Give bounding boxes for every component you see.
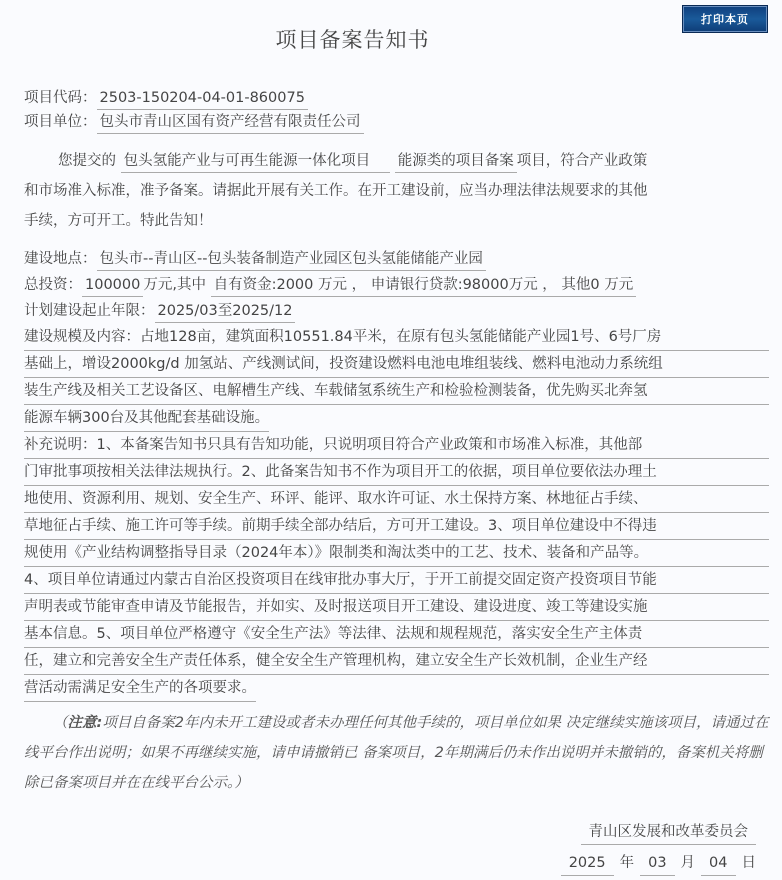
intro-line2: 和市场准入标准，准予备案。请据此开展有关工作。在开工建设前，应当办理法律法规要求的其他 — [24, 183, 648, 199]
date-month: 03 — [640, 851, 674, 876]
page-title: 项目备案告知书 — [275, 28, 430, 52]
project-code-label: 项目代码： — [24, 90, 97, 106]
project-code-row — [24, 86, 769, 110]
project-unit-row — [24, 110, 769, 134]
location-value: 包头市--青山区--包头装备制造产业园区包头氢能储能产业园 — [97, 248, 486, 271]
supplement-line: 营活动需满足安全生产的各项要求。 — [24, 675, 256, 702]
year-unit: 年 — [619, 855, 635, 871]
scope-line: 装生产线及相关工艺设备区、电解槽生产线、车载储氢系统生产和检验检测装备，优先购买北奔氢 — [24, 378, 769, 405]
details-section — [24, 246, 769, 702]
supplement-line: 门审批事项按相关法律法规执行。2、此备案告知书不作为项目开工的依据，项目单位要依法办理土 — [24, 459, 769, 486]
intro-line3: 手续，方可开工。特此告知！ — [24, 213, 213, 229]
scope-block — [24, 324, 769, 432]
issuing-organization: 青山区发展和改革委员会 — [581, 820, 757, 845]
location-label: 建设地点： — [24, 251, 97, 267]
date-year: 2025 — [561, 851, 614, 876]
print-page-button[interactable]: 打印本页 — [682, 5, 768, 33]
investment-total: 100000 — [82, 274, 143, 297]
project-unit-label: 项目单位： — [24, 114, 97, 130]
supplement-line: 草地征占手续、施工许可等手续。前期手续全部办结后，方可开工建设。3、项目单位建设中不得违 — [24, 513, 769, 540]
period-label: 计划建设起止年限： — [24, 303, 155, 319]
scope-line: 基础上，增设2000kg/d 加氢站、产线测试间，投资建设燃料电池电堆组装线、燃料电池动力系统组 — [24, 351, 769, 378]
scope-line: 占地128亩，建筑面积10551.84平米，在原有包头氢能储能产业园1号、6号厂房 — [140, 329, 662, 345]
supplement-line: 任，建立和完善安全生产责任体系，健全安全生产管理机构，建立安全生产长效机制，企业生产经 — [24, 648, 769, 675]
note-text: 项目自备案2年内未开工建设或者未办理任何其他手续的，项目单位如果 决定继续实施该项目，请通过在线平台作出说明；如果不再继续实施，请申请撤销已 备案项目，2年期满后仍未作出说明并未撤销的，备案机关将删除已备案项目并在在线平台公示。） — [24, 715, 769, 791]
issue-date — [555, 851, 756, 876]
intro-paragraph — [24, 146, 769, 236]
note-open-paren: （ — [53, 715, 68, 731]
supplement-line: 1、本备案告知书只具有告知功能，只说明项目符合产业政策和市场准入标准，其他部 — [96, 437, 643, 453]
investment-mid: 万元,其中 — [143, 277, 206, 293]
scope-line: 能源车辆300台及其他配套基础设施。 — [24, 405, 269, 432]
period-value: 2025/03至2025/12 — [155, 300, 296, 323]
month-unit: 月 — [680, 855, 696, 871]
intro-line1-suffix: 项目，符合产业政策 — [516, 153, 648, 169]
note-paragraph — [24, 708, 769, 798]
project-name: 包头氢能产业与可再生能源一体化项目 — [121, 150, 391, 173]
supplement-line: 规使用《产业结构调整指导目录（2024年本）》限制类和淘汰类中的工艺、技术、装备和产品等。 — [24, 540, 769, 567]
investment-label: 总投资： — [24, 277, 82, 293]
date-day: 04 — [701, 851, 735, 876]
project-code-value: 2503-150204-04-01-860075 — [97, 87, 308, 110]
supplement-label: 补充说明： — [24, 437, 97, 453]
signature-block — [555, 820, 756, 876]
supplement-block — [24, 432, 769, 702]
day-unit: 日 — [741, 855, 756, 871]
period-row — [24, 298, 769, 324]
intro-prefix: 您提交的 — [58, 153, 116, 169]
project-unit-value: 包头市青山区国有资产经营有限责任公司 — [97, 111, 364, 134]
supplement-line: 基本信息。5、项目单位严格遵守《安全生产法》等法律、法规和规程规范，落实安全生产主体责 — [24, 621, 769, 648]
supplement-line: 地使用、资源利用、规划、安全生产、环评、能评、取水许可证、水土保持方案、林地征占手续、 — [24, 486, 769, 513]
scope-label: 建设规模及内容： — [24, 329, 140, 345]
supplement-line: 声明表或节能审查申请及节能报告，并如实、及时报送项目开工建设、建设进度、竣工等建设实施 — [24, 594, 769, 621]
supplement-line: 4、项目单位请通过内蒙古自治区投资项目在线审批办事大厅，于开工前提交固定资产投资项目节能 — [24, 567, 769, 594]
project-category: 能源类的项目备案 — [395, 150, 517, 173]
note-label: 注意: — [67, 715, 103, 731]
investment-row — [24, 272, 769, 298]
investment-breakdown: 自有资金:2000 万元 ， 申请银行贷款:98000万元 ， 其他0 万元 — [211, 274, 637, 297]
location-row — [24, 246, 769, 272]
notice-content — [24, 86, 769, 798]
